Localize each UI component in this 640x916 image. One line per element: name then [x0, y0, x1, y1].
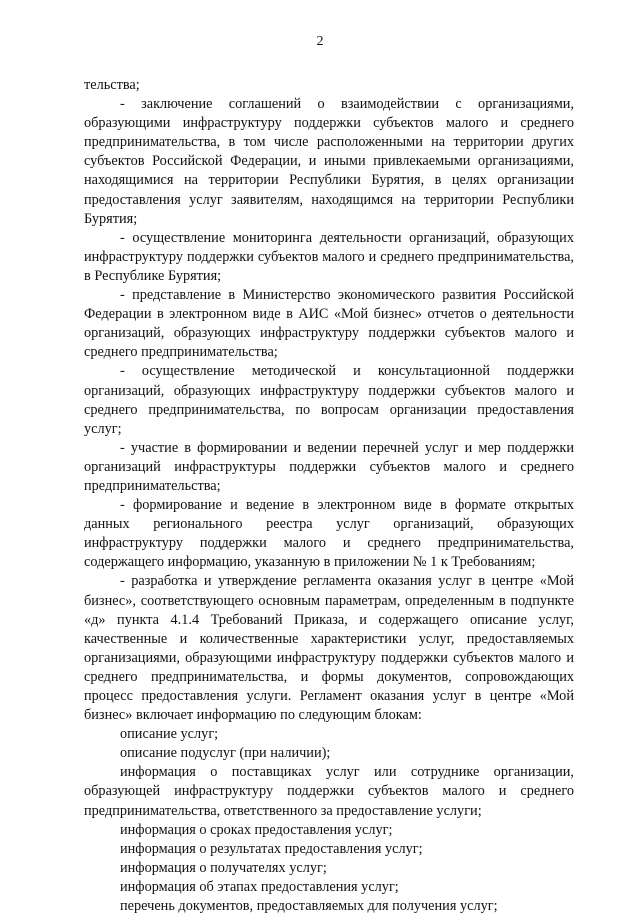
block-item: информация о результатах предоставления услуг; — [120, 840, 423, 857]
paragraph-monitoring: - осуществление мониторинга деятельности организаций, образующих инфраструктуру поддержки субъектов малого и среднего предпринимательства, в Республике Бурятия; — [84, 229, 574, 284]
block-item: информация о поставщиках услуг или сотруднике организации, образующей инфраструктуру поддержки субъектов малого и среднего предпринимательства, ответственного за предоставление услуги; — [84, 764, 574, 819]
document-body — [84, 76, 574, 916]
paragraph-service-lists: - участие в формировании и ведении перечней услуг и мер поддержки организаций инфраструктуры поддержки субъектов малого и среднего предпринимательства; — [84, 439, 574, 494]
paragraph-registry: - формирование и ведение в электронном виде в формате открытых данных регионального реестра услуг организаций, образующих инфраструктуру поддержки малого и среднего предпринимательства, содержащего информацию, указанную в приложении № 1 к Требованиям; — [84, 497, 574, 571]
paragraph-agreements: - заключение соглашений о взаимодействии с организациями, образующими инфраструктуру поддержки субъектов малого и среднего предпринимательства, в том числе расположенными на территории других субъектов Российской Федерации, и иными привлекаемыми организациями, находящимися на территории Республики Бурятия, в целях организации предоставления услуг заявителям, находящимся на территории Республики Бурятия; — [84, 96, 574, 227]
paragraph-reporting: - представление в Министерство экономического развития Российской Федерации в электронном виде в АИС «Мой бизнес» отчетов о деятельности организаций, образующих инфраструктуру поддержки субъектов малого и среднего предпринимательства; — [84, 287, 574, 361]
paragraph-regulation: - разработка и утверждение регламента оказания услуг в центре «Мой бизнес», соответствующего основным параметрам, определенным в подпункте «д» пункта 4.1.4 Требований Приказа, и содержащего описание услуг, качественные и количественные характеристики услуг, предоставляемых организациями, образующими инфраструктуру поддержки субъектов малого и среднего предпринимательства, и формы документов, сопровождающих процесс предоставления услуги. Регламент оказания услуг в центре «Мой бизнес» включает информацию по следующим блокам: — [84, 573, 574, 724]
block-item: информация о получателях услуг; — [120, 859, 327, 876]
block-item: перечень документов, предоставляемых для получения услуг; — [120, 898, 498, 915]
block-item: информация о сроках предоставления услуг; — [120, 821, 393, 838]
paragraph-methodical-support: - осуществление методической и консультационной поддержки организаций, образующих инфраструктуру поддержки субъектов малого и среднего предпринимательства, по вопросам организации предоставления услуг; — [84, 363, 574, 437]
paragraph-continuation: тельства; — [84, 77, 140, 93]
block-item: описание подуслуг (при наличии); — [120, 745, 331, 762]
page-number: 2 — [316, 34, 324, 49]
block-item: описание услуг; — [120, 726, 219, 743]
block-item: информация об этапах предоставления услуг; — [120, 878, 399, 895]
